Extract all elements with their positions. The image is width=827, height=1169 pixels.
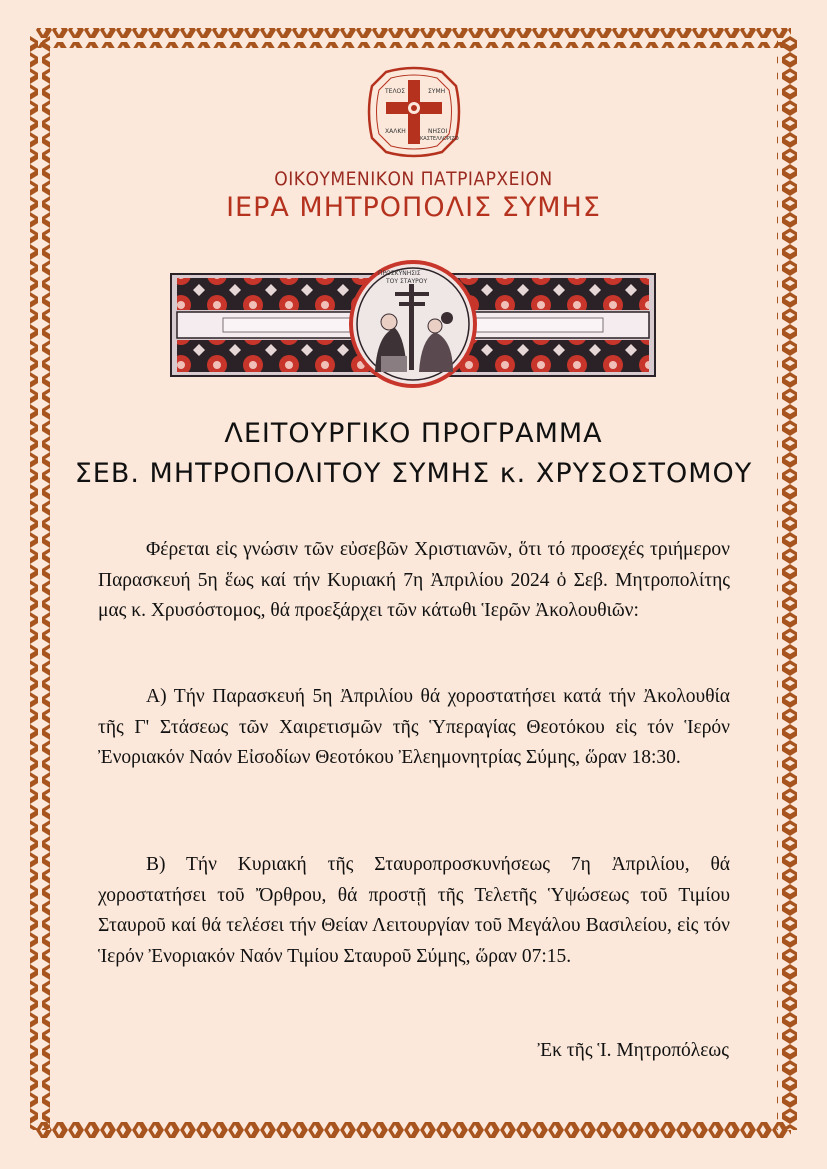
metropolis-title: ΙΕΡΑ ΜΗΤΡΟΠΟΛΙΣ ΣΥΜΗΣ [226,192,601,223]
title-line-2: ΣΕΒ. ΜΗΤΡΟΠΟΛΙΤΟΥ ΣΥΜΗΣ κ. ΧΡΥΣΟΣΤΟΜΟΥ [74,458,753,489]
patriarchate-title: ΟΙΚΟΥΜΕΝΙΚΟΝ ΠΑΤΡΙΑΡΧΕΙΟΝ [274,168,553,190]
roundel-text-2: ΤΟΥ ΣΤΑΥΡΟΥ [386,278,428,285]
item-b-paragraph: Β) Τήν Κυριακή τῆς Σταυροπροσκυνήσεως 7η Ἀπριλίου, θά χοροστατήσει τοῦ Ὄρθρου, θά προστῇ τῆς Τελετῆς Ὑψώσεως τοῦ Τιμίου Σταυροῦ καί θά τελέσει τήν Θείαν Λειτουργίαν τοῦ Μεγάλου Βασιλείου, εἰς τόν Ἱερόν Ἐνοριακόν Ναόν Τιμίου Σταυροῦ Σύμης, ὥραν 07:15. [98,854,730,968]
emblem-inscription-2: ΣΥΜΗ [428,88,446,95]
roundel-text-1: ΠΡΟΣΚΥΝΗΣΙΣ [378,270,421,277]
title-line-1: ΛΕΙΤΟΥΡΓΙΚΟ ΠΡΟΓΡΑΜΜΑ [224,418,603,449]
signature: Ἐκ τῆς Ἱ. Μητροπόλεως [537,1040,729,1061]
emblem-inscription-5: ΚΑΣΤΕΛΛΟΡΙΖΟ [420,136,459,142]
cross-seal-icon [364,66,464,158]
emblem-inscription-4: ΝΗΣΟΙ [428,128,448,135]
intro-paragraph: Φέρεται εἰς γνώσιν τῶν εὐσεβῶν Χριστιανῶν, ὅτι τό προσεχές τριήμερον Παρασκευή 5η ἕως καί τήν Κυριακή 7η Ἀπριλίου 2024 ὁ Σεβ. Μητροπολίτης μας κ. Χρυσόστομος, θά προεξάρχει τῶν κάτωθι Ἱερῶν Ἀκολουθιῶν: [98,539,730,622]
emblem-inscription-1: ΤΕΛΟΣ [385,88,406,95]
item-a-paragraph: Α) Τήν Παρασκευή 5η Ἀπριλίου θά χοροστατήσει κατά τήν Ἀκολουθία τῆς Γ' Στάσεως τῶν Χαιρετισμῶν τῆς Ὑπεραγίας Θεοτόκου εἰς τόν Ἱερόν Ἐνοριακόν Ναόν Εἰσοδίων Θεοτόκου Ἐλεημονητρίας Σύμης, ὥραν 18:30. [98,686,730,769]
emblem-inscription-3: ΧΑΛΚΗ [385,128,406,135]
